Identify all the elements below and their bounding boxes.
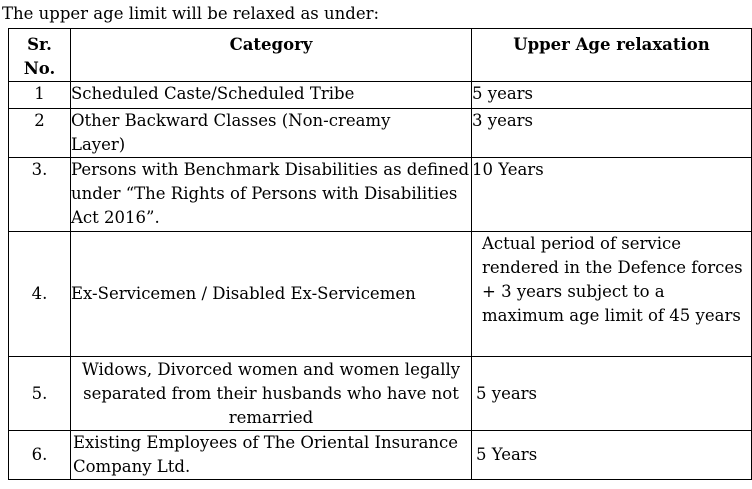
category-cell: Existing Employees of The Oriental Insurance Company Ltd.: [71, 431, 472, 480]
sr-no-cell: 4.: [9, 232, 71, 357]
header-relaxation: Upper Age relaxation: [472, 29, 752, 82]
table-row: [9, 82, 752, 109]
category-cell: Scheduled Caste/Scheduled Tribe: [71, 82, 472, 109]
relaxation-cell: Actual period of service rendered in the Defence forces + 3 years subject to a maximum age limit of 45 years: [472, 232, 752, 357]
table-header-row: [9, 29, 752, 82]
table-row: [9, 431, 752, 480]
table-row: [9, 232, 752, 357]
category-cell: Persons with Benchmark Disabilities as defined under “The Rights of Persons with Disabilities Act 2016”.: [71, 158, 472, 232]
relaxation-cell: 5 years: [472, 357, 752, 431]
sr-no-cell: 2: [9, 109, 71, 158]
header-sr-no: [9, 29, 71, 82]
category-cell: Widows, Divorced women and women legally separated from their husbands who have not remarried: [71, 357, 472, 431]
relaxation-cell: 5 years: [472, 82, 752, 109]
relaxation-cell: 3 years: [472, 109, 752, 158]
sr-no-cell: 5.: [9, 357, 71, 431]
table-row: [9, 109, 752, 158]
sr-no-cell: 6.: [9, 431, 71, 480]
category-cell: Ex-Servicemen / Disabled Ex-Servicemen: [71, 232, 472, 357]
relaxation-cell: 5 Years: [472, 431, 752, 480]
table-row: [9, 158, 752, 232]
category-cell: Other Backward Classes (Non-creamy Layer): [71, 109, 472, 158]
intro-text: The upper age limit will be relaxed as under:: [2, 4, 380, 23]
table-row: [9, 357, 752, 431]
header-sr-no-label: Sr. No.: [23, 35, 56, 78]
sr-no-cell: 3.: [9, 158, 71, 232]
age-relaxation-table: [8, 28, 752, 480]
header-category: Category: [71, 29, 472, 82]
relaxation-cell: 10 Years: [472, 158, 752, 232]
sr-no-cell: 1: [9, 82, 71, 109]
